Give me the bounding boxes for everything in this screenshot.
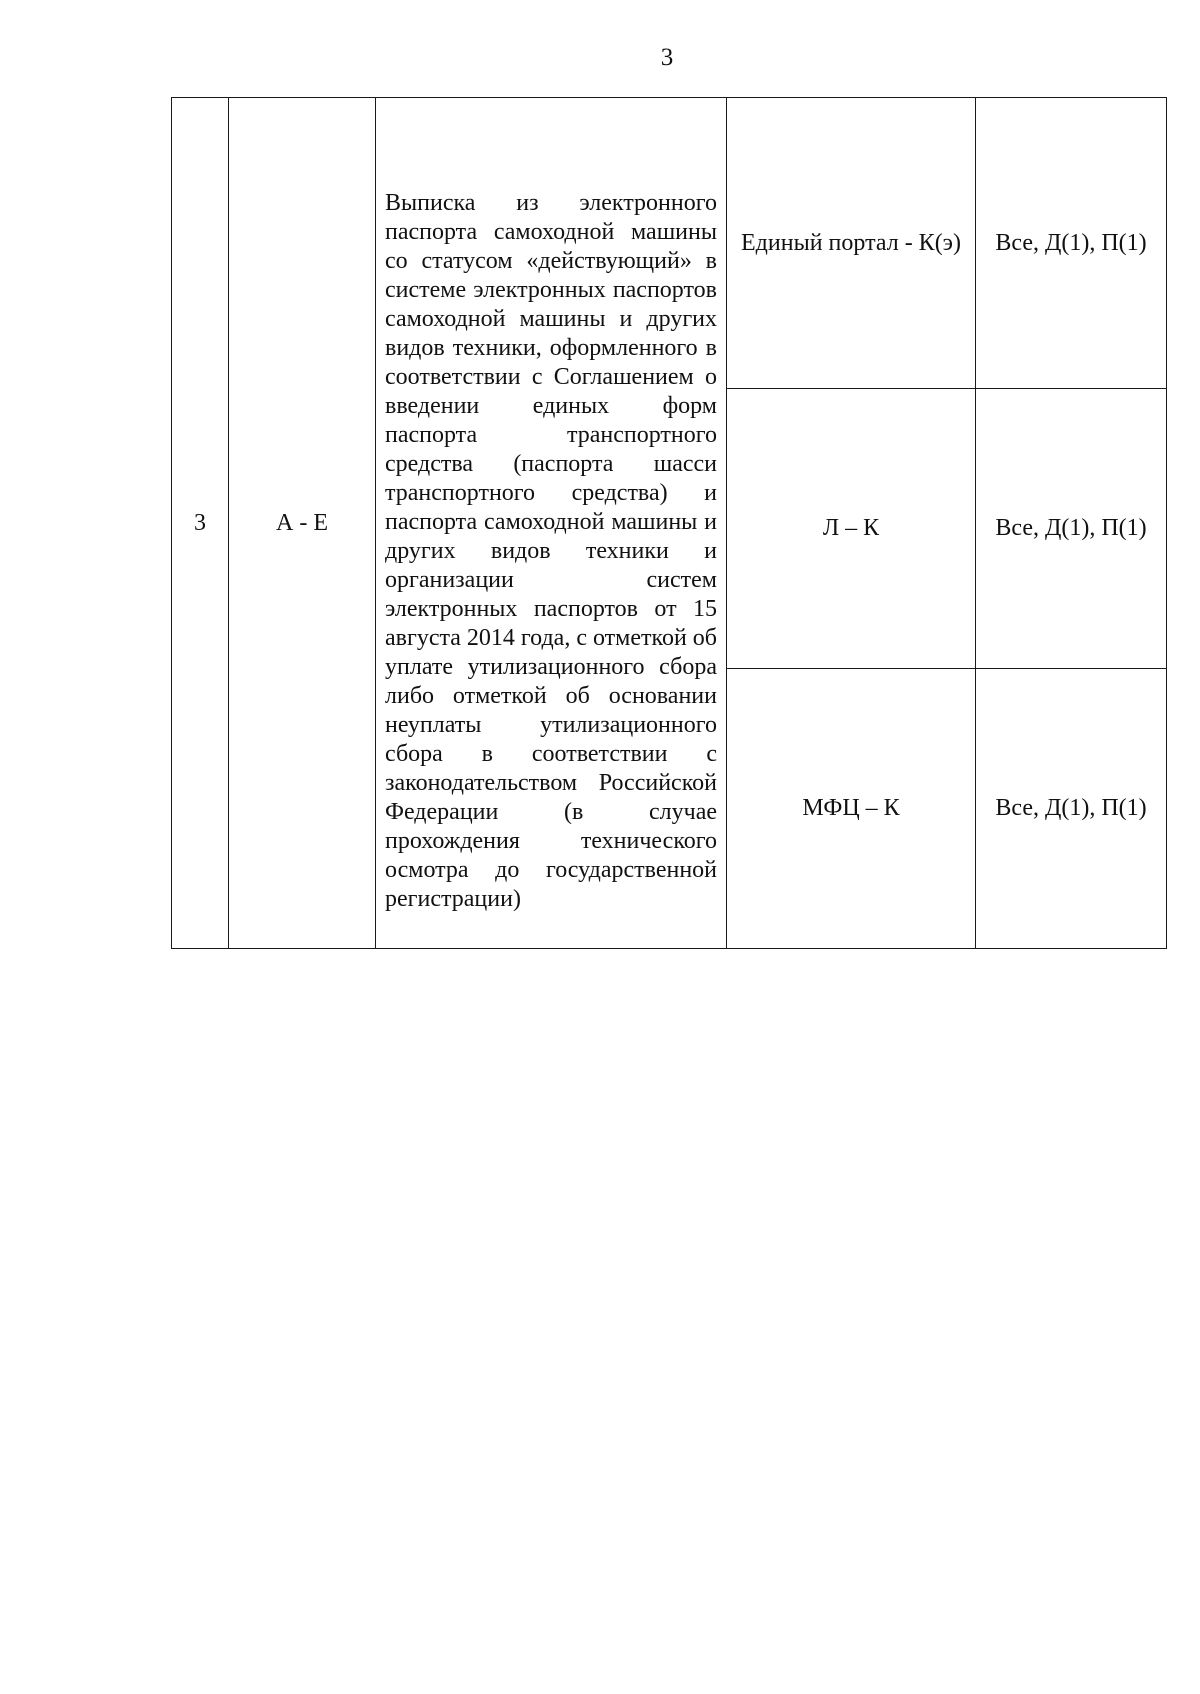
submission-method-cell xyxy=(727,98,976,389)
table-row xyxy=(172,98,1167,389)
applicant-types: Все, Д(1), П(1) xyxy=(995,229,1147,256)
applicant-cell xyxy=(976,669,1167,949)
submission-method: Единый портал - К(э) xyxy=(741,229,961,256)
applicant-cell xyxy=(976,98,1167,389)
submission-method-cell xyxy=(727,389,976,669)
submission-method-cell xyxy=(727,669,976,949)
categories: А - Е xyxy=(276,509,328,536)
requirements-table xyxy=(171,97,1167,949)
categories-cell xyxy=(229,98,376,949)
applicant-types: Все, Д(1), П(1) xyxy=(995,795,1147,821)
applicant-cell xyxy=(976,389,1167,669)
submission-method: Л – К xyxy=(822,515,880,541)
submission-method: МФЦ – К xyxy=(802,795,900,821)
document-description: Выписка из электронного паспорта самоходной машины со статусом «действующий» в системе электронных паспортов самоходной машины и других видов техники, оформленного в соответствии с Соглашением о введении единых форм паспорта транспортного средства (паспорта шасси транспортного средства) и паспорта самоходной машины и других видов техники и организации систем электронных паспортов от 15 августа 2014 года, с отметкой об уплате утилизационного сбора либо отметкой об основании неуплаты утилизационного сбора в соответствии с законодательством Российской Федерации (в случае прохождения технического осмотра до государственной регистрации) xyxy=(385,190,717,912)
document-cell xyxy=(376,98,727,949)
page-number: 3 xyxy=(660,44,674,71)
applicant-types: Все, Д(1), П(1) xyxy=(995,515,1147,541)
row-number: 3 xyxy=(194,509,206,536)
row-number-cell xyxy=(172,98,229,949)
